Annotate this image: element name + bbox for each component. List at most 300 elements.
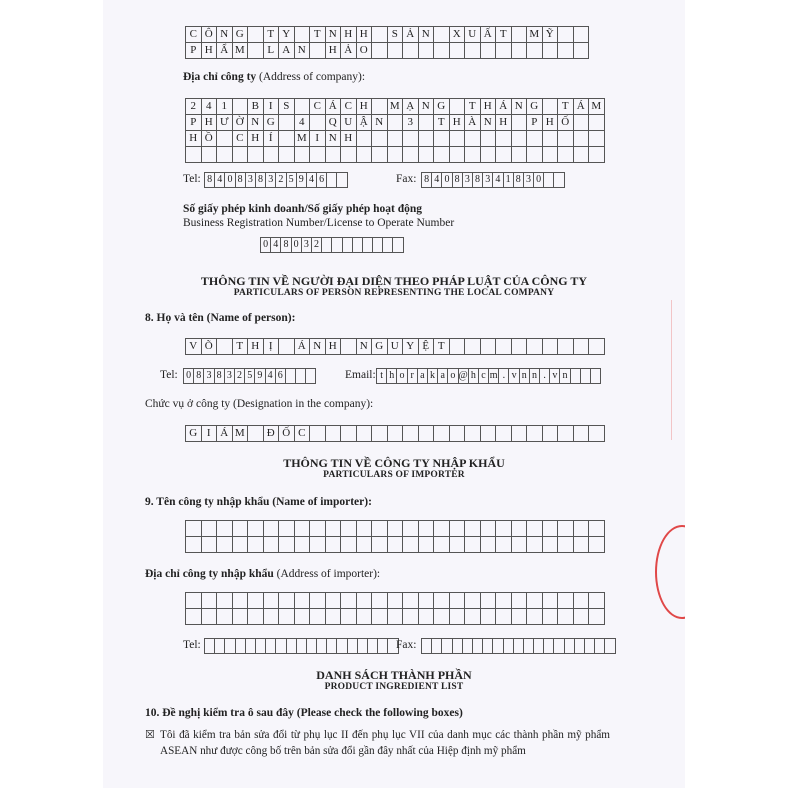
grid-cell[interactable]: H (248, 339, 264, 355)
grid-cell[interactable] (255, 639, 265, 654)
grid-cell[interactable]: a (438, 369, 448, 384)
grid-cell[interactable]: N (325, 131, 341, 147)
grid-cell[interactable] (356, 521, 372, 537)
grid-cell[interactable] (511, 537, 527, 553)
grid-cell[interactable] (480, 537, 496, 553)
grid-cell[interactable] (527, 426, 543, 442)
grid-cell[interactable]: o (397, 369, 407, 384)
grid-cell[interactable]: M (589, 99, 605, 115)
grid-cell[interactable]: 3 (523, 173, 533, 188)
grid-cell[interactable]: N (480, 115, 496, 131)
grid-cell[interactable]: Ờ (232, 115, 248, 131)
grid-cell[interactable]: Ồ (201, 131, 217, 147)
grid-cell[interactable]: 2 (186, 99, 202, 115)
grid-cell[interactable]: I (310, 131, 326, 147)
grid-cell[interactable] (296, 369, 306, 384)
grid-cell[interactable]: N (310, 339, 326, 355)
grid-cell[interactable]: 4 (432, 173, 442, 188)
grid-cell[interactable] (511, 426, 527, 442)
grid-cell[interactable]: G (263, 115, 279, 131)
grid-cell[interactable] (465, 147, 481, 163)
grid-cell[interactable] (558, 147, 574, 163)
grid-cell[interactable]: P (527, 115, 543, 131)
grid-cell[interactable] (383, 238, 393, 253)
grid-cell[interactable] (527, 537, 543, 553)
grid-cell[interactable] (362, 238, 372, 253)
grid-cell[interactable]: r (407, 369, 417, 384)
grid-cell[interactable] (496, 339, 512, 355)
grid-cell[interactable]: L (263, 43, 279, 59)
grid-cell[interactable] (542, 147, 558, 163)
grid-cell[interactable] (276, 639, 286, 654)
grid-cell[interactable]: H (356, 27, 372, 43)
grid-cell[interactable] (590, 369, 600, 384)
grid-cell[interactable]: Ô (201, 27, 217, 43)
grid-cell[interactable]: Đ (263, 426, 279, 442)
grid-cell[interactable] (294, 147, 310, 163)
grid-cell[interactable]: U (341, 115, 357, 131)
grid-cell[interactable]: I (263, 99, 279, 115)
grid-cell[interactable] (574, 639, 584, 654)
grid-cell[interactable] (186, 147, 202, 163)
grid-cell[interactable]: 8 (214, 369, 224, 384)
grid-cell[interactable] (337, 639, 347, 654)
grid-cell[interactable] (403, 593, 419, 609)
grid-cell[interactable] (279, 147, 295, 163)
grid-cell[interactable] (306, 639, 316, 654)
grid-cell[interactable] (325, 147, 341, 163)
grid-cell[interactable]: h (468, 369, 478, 384)
grid-cell[interactable] (542, 593, 558, 609)
grid-cell[interactable] (573, 521, 589, 537)
grid-cell[interactable]: C (341, 99, 357, 115)
grid-cell[interactable] (465, 609, 481, 625)
grid-cell[interactable] (493, 639, 503, 654)
grid-cell[interactable] (480, 339, 496, 355)
grid-cell[interactable] (279, 131, 295, 147)
grid-cell[interactable] (310, 609, 326, 625)
grid-cell[interactable]: Y (403, 339, 419, 355)
grid-cell[interactable]: Í (263, 131, 279, 147)
grid-cell[interactable] (465, 339, 481, 355)
grid-cell[interactable]: 3 (224, 369, 234, 384)
grid-cell[interactable]: 8 (235, 173, 245, 188)
grid-cell[interactable] (372, 609, 388, 625)
grid-cell[interactable]: 3 (483, 173, 493, 188)
grid-cell[interactable]: H (341, 27, 357, 43)
grid-cell[interactable] (310, 426, 326, 442)
grid-cell[interactable]: Õ (201, 339, 217, 355)
grid-cell[interactable]: S (387, 27, 403, 43)
grid-cell[interactable] (285, 369, 295, 384)
grid-cell[interactable] (372, 147, 388, 163)
grid-cell[interactable] (418, 426, 434, 442)
grid-cell[interactable] (527, 609, 543, 625)
grid-cell[interactable] (322, 238, 332, 253)
grid-cell[interactable] (554, 173, 564, 188)
grid-cell[interactable] (527, 131, 543, 147)
grid-cell[interactable] (306, 369, 316, 384)
grid-cell[interactable] (544, 639, 554, 654)
grid-cell[interactable]: 4 (493, 173, 503, 188)
grid-cell[interactable] (496, 147, 512, 163)
grid-cell[interactable] (434, 27, 450, 43)
grid-cell[interactable]: U (465, 27, 481, 43)
grid-cell[interactable]: 0 (534, 173, 544, 188)
grid-cell[interactable]: N (356, 339, 372, 355)
grid-cell[interactable] (378, 639, 388, 654)
grid-cell[interactable] (418, 593, 434, 609)
grid-cell[interactable]: T (263, 27, 279, 43)
grid-cell[interactable]: 2 (311, 238, 321, 253)
grid-cell[interactable] (496, 537, 512, 553)
grid-cell[interactable] (558, 43, 574, 59)
grid-cell[interactable] (542, 99, 558, 115)
grid-cell[interactable] (480, 147, 496, 163)
grid-cell[interactable]: 8 (281, 238, 291, 253)
grid-cell[interactable]: 3 (266, 173, 276, 188)
grid-cell[interactable] (387, 426, 403, 442)
grid-cell[interactable] (201, 593, 217, 609)
grid-cell[interactable] (232, 609, 248, 625)
grid-cell[interactable]: n (560, 369, 570, 384)
grid-cell[interactable] (418, 115, 434, 131)
grid-cell[interactable]: G (527, 99, 543, 115)
grid-cell[interactable]: Y (279, 27, 295, 43)
grid-cell[interactable]: 5 (245, 369, 255, 384)
grid-cell[interactable] (465, 131, 481, 147)
grid-cell[interactable]: O (356, 43, 372, 59)
grid-cell[interactable]: . (499, 369, 509, 384)
grid-cell[interactable] (263, 609, 279, 625)
grid-cell[interactable] (186, 521, 202, 537)
grid-cell[interactable] (217, 131, 233, 147)
grid-cell[interactable] (356, 593, 372, 609)
grid-cell[interactable]: N (418, 27, 434, 43)
grid-cell[interactable] (248, 27, 264, 43)
grid-cell[interactable]: I (201, 426, 217, 442)
grid-cell[interactable] (201, 521, 217, 537)
grid-cell[interactable] (573, 131, 589, 147)
grid-cell[interactable] (341, 593, 357, 609)
grid-cell[interactable] (217, 521, 233, 537)
grid-cell[interactable] (186, 537, 202, 553)
grid-cell[interactable] (201, 537, 217, 553)
grid-cell[interactable] (205, 639, 215, 654)
grid-cell[interactable] (589, 115, 605, 131)
grid-cell[interactable]: Ạ (403, 99, 419, 115)
grid-cell[interactable] (356, 131, 372, 147)
grid-cell[interactable] (356, 537, 372, 553)
grid-cell[interactable] (232, 147, 248, 163)
grid-cell[interactable] (589, 593, 605, 609)
grid-cell[interactable] (356, 609, 372, 625)
grid-cell[interactable]: 2 (276, 173, 286, 188)
grid-cell[interactable] (286, 639, 296, 654)
grid-cell[interactable]: Ư (217, 115, 233, 131)
grid-cell[interactable] (449, 593, 465, 609)
grid-cell[interactable]: P (186, 43, 202, 59)
grid-cell[interactable]: M (387, 99, 403, 115)
grid-cell[interactable] (513, 639, 523, 654)
grid-cell[interactable]: 4 (306, 173, 316, 188)
grid-cell[interactable] (387, 537, 403, 553)
grid-cell[interactable]: v (550, 369, 560, 384)
grid-cell[interactable] (511, 521, 527, 537)
grid-cell[interactable]: N (372, 115, 388, 131)
grid-cell[interactable]: 9 (255, 369, 265, 384)
grid-cell[interactable] (325, 537, 341, 553)
grid-cell[interactable] (232, 521, 248, 537)
grid-cell[interactable] (418, 609, 434, 625)
grid-cell[interactable] (372, 593, 388, 609)
grid-cell[interactable] (595, 639, 605, 654)
grid-cell[interactable] (527, 521, 543, 537)
grid-cell[interactable] (542, 521, 558, 537)
grid-cell[interactable] (294, 27, 310, 43)
grid-cell[interactable] (589, 537, 605, 553)
grid-cell[interactable] (418, 43, 434, 59)
grid-cell[interactable] (449, 131, 465, 147)
grid-cell[interactable] (248, 521, 264, 537)
grid-cell[interactable] (341, 426, 357, 442)
grid-cell[interactable]: 0 (442, 173, 452, 188)
grid-cell[interactable]: 8 (255, 173, 265, 188)
grid-cell[interactable] (558, 426, 574, 442)
grid-cell[interactable] (589, 131, 605, 147)
grid-cell[interactable]: C (186, 27, 202, 43)
grid-cell[interactable]: U (387, 339, 403, 355)
grid-cell[interactable]: T (434, 115, 450, 131)
item10-checkbox[interactable]: ☒ (145, 729, 155, 741)
grid-cell[interactable] (232, 99, 248, 115)
grid-cell[interactable]: 3 (301, 238, 311, 253)
grid-cell[interactable] (387, 609, 403, 625)
grid-cell[interactable] (201, 609, 217, 625)
grid-cell[interactable] (387, 147, 403, 163)
grid-cell[interactable] (511, 339, 527, 355)
grid-cell[interactable] (605, 639, 615, 654)
grid-cell[interactable] (372, 521, 388, 537)
grid-cell[interactable]: 5 (286, 173, 296, 188)
grid-cell[interactable] (403, 147, 419, 163)
grid-cell[interactable] (294, 537, 310, 553)
grid-cell[interactable] (511, 27, 527, 43)
grid-cell[interactable]: Ẩ (217, 43, 233, 59)
grid-cell[interactable] (558, 27, 574, 43)
grid-cell[interactable]: 0 (261, 238, 271, 253)
grid-cell[interactable]: Ỹ (542, 27, 558, 43)
grid-cell[interactable]: 3 (245, 173, 255, 188)
grid-cell[interactable] (337, 173, 347, 188)
grid-cell[interactable]: N (248, 115, 264, 131)
grid-cell[interactable]: 8 (194, 369, 204, 384)
grid-cell[interactable]: n (519, 369, 529, 384)
grid-cell[interactable] (225, 639, 235, 654)
grid-cell[interactable]: G (232, 27, 248, 43)
grid-cell[interactable]: G (186, 426, 202, 442)
grid-cell[interactable] (573, 115, 589, 131)
grid-cell[interactable]: t (377, 369, 387, 384)
grid-cell[interactable] (558, 593, 574, 609)
grid-cell[interactable]: c (478, 369, 488, 384)
grid-cell[interactable]: V (186, 339, 202, 355)
grid-cell[interactable]: 1 (217, 99, 233, 115)
grid-cell[interactable] (480, 521, 496, 537)
grid-cell[interactable]: A (279, 43, 295, 59)
grid-cell[interactable]: 8 (422, 173, 432, 188)
grid-cell[interactable] (341, 521, 357, 537)
grid-cell[interactable]: H (356, 99, 372, 115)
grid-cell[interactable]: N (294, 43, 310, 59)
grid-cell[interactable]: 8 (513, 173, 523, 188)
grid-cell[interactable] (403, 426, 419, 442)
grid-cell[interactable]: h (387, 369, 397, 384)
grid-cell[interactable] (296, 639, 306, 654)
grid-cell[interactable] (325, 593, 341, 609)
grid-cell[interactable]: H (186, 131, 202, 147)
grid-cell[interactable] (310, 115, 326, 131)
grid-cell[interactable]: H (201, 43, 217, 59)
grid-cell[interactable] (248, 43, 264, 59)
grid-cell[interactable] (480, 43, 496, 59)
grid-cell[interactable] (496, 593, 512, 609)
grid-cell[interactable] (245, 639, 255, 654)
grid-cell[interactable]: H (480, 99, 496, 115)
grid-cell[interactable]: 4 (294, 115, 310, 131)
grid-cell[interactable] (294, 609, 310, 625)
grid-cell[interactable]: H (201, 115, 217, 131)
grid-cell[interactable] (496, 131, 512, 147)
grid-cell[interactable] (279, 537, 295, 553)
grid-cell[interactable]: Á (325, 99, 341, 115)
grid-cell[interactable] (341, 147, 357, 163)
grid-cell[interactable] (496, 609, 512, 625)
grid-cell[interactable] (372, 131, 388, 147)
grid-cell[interactable]: M (294, 131, 310, 147)
grid-cell[interactable]: À (465, 115, 481, 131)
grid-cell[interactable]: Ậ (356, 115, 372, 131)
grid-cell[interactable] (496, 426, 512, 442)
grid-cell[interactable] (325, 521, 341, 537)
grid-cell[interactable]: S (279, 99, 295, 115)
grid-cell[interactable]: H (542, 115, 558, 131)
grid-cell[interactable]: T (496, 27, 512, 43)
grid-cell[interactable] (542, 537, 558, 553)
grid-cell[interactable] (387, 131, 403, 147)
grid-cell[interactable] (449, 426, 465, 442)
grid-cell[interactable] (589, 521, 605, 537)
grid-cell[interactable] (589, 147, 605, 163)
grid-cell[interactable] (564, 639, 574, 654)
grid-cell[interactable] (542, 131, 558, 147)
grid-cell[interactable] (465, 43, 481, 59)
grid-cell[interactable] (449, 537, 465, 553)
grid-cell[interactable]: N (418, 99, 434, 115)
grid-cell[interactable] (263, 521, 279, 537)
grid-cell[interactable]: C (232, 131, 248, 147)
grid-cell[interactable] (496, 521, 512, 537)
grid-cell[interactable] (434, 426, 450, 442)
grid-cell[interactable] (325, 609, 341, 625)
grid-cell[interactable] (434, 147, 450, 163)
grid-cell[interactable]: 1 (503, 173, 513, 188)
grid-cell[interactable] (534, 639, 544, 654)
grid-cell[interactable]: 4 (271, 238, 281, 253)
grid-cell[interactable] (496, 43, 512, 59)
grid-cell[interactable] (279, 521, 295, 537)
grid-cell[interactable]: 2 (234, 369, 244, 384)
grid-cell[interactable] (310, 593, 326, 609)
grid-cell[interactable]: 4 (201, 99, 217, 115)
grid-cell[interactable] (356, 147, 372, 163)
grid-cell[interactable] (263, 147, 279, 163)
grid-cell[interactable] (342, 238, 352, 253)
grid-cell[interactable] (352, 238, 362, 253)
grid-cell[interactable] (215, 639, 225, 654)
grid-cell[interactable] (449, 521, 465, 537)
grid-cell[interactable] (356, 426, 372, 442)
grid-cell[interactable] (472, 639, 482, 654)
grid-cell[interactable] (558, 537, 574, 553)
grid-cell[interactable]: H (496, 115, 512, 131)
grid-cell[interactable]: Á (294, 339, 310, 355)
grid-cell[interactable]: Á (496, 99, 512, 115)
grid-cell[interactable] (434, 521, 450, 537)
grid-cell[interactable]: 4 (265, 369, 275, 384)
grid-cell[interactable]: H (449, 115, 465, 131)
grid-cell[interactable]: 3 (204, 369, 214, 384)
grid-cell[interactable]: 8 (205, 173, 215, 188)
grid-cell[interactable] (527, 593, 543, 609)
grid-cell[interactable] (573, 426, 589, 442)
grid-cell[interactable] (372, 27, 388, 43)
grid-cell[interactable] (527, 147, 543, 163)
grid-cell[interactable]: C (310, 99, 326, 115)
grid-cell[interactable] (217, 593, 233, 609)
grid-cell[interactable]: 4 (215, 173, 225, 188)
grid-cell[interactable] (480, 609, 496, 625)
grid-cell[interactable] (310, 147, 326, 163)
grid-cell[interactable] (317, 639, 327, 654)
grid-cell[interactable] (357, 639, 367, 654)
grid-cell[interactable]: Ố (279, 426, 295, 442)
grid-cell[interactable] (373, 238, 383, 253)
grid-cell[interactable] (589, 426, 605, 442)
grid-cell[interactable] (248, 537, 264, 553)
grid-cell[interactable] (465, 537, 481, 553)
grid-cell[interactable] (403, 537, 419, 553)
grid-cell[interactable]: T (310, 27, 326, 43)
grid-cell[interactable]: Q (325, 115, 341, 131)
grid-cell[interactable] (387, 115, 403, 131)
grid-cell[interactable] (235, 639, 245, 654)
grid-cell[interactable]: 9 (296, 173, 306, 188)
grid-cell[interactable] (511, 147, 527, 163)
grid-cell[interactable] (393, 238, 403, 253)
grid-cell[interactable] (554, 639, 564, 654)
grid-cell[interactable] (449, 609, 465, 625)
grid-cell[interactable]: N (511, 99, 527, 115)
grid-cell[interactable] (434, 131, 450, 147)
grid-cell[interactable]: 8 (452, 173, 462, 188)
grid-cell[interactable] (449, 99, 465, 115)
grid-cell[interactable] (294, 99, 310, 115)
grid-cell[interactable] (387, 43, 403, 59)
grid-cell[interactable]: Ệ (418, 339, 434, 355)
grid-cell[interactable]: 6 (317, 173, 327, 188)
grid-cell[interactable] (527, 43, 543, 59)
